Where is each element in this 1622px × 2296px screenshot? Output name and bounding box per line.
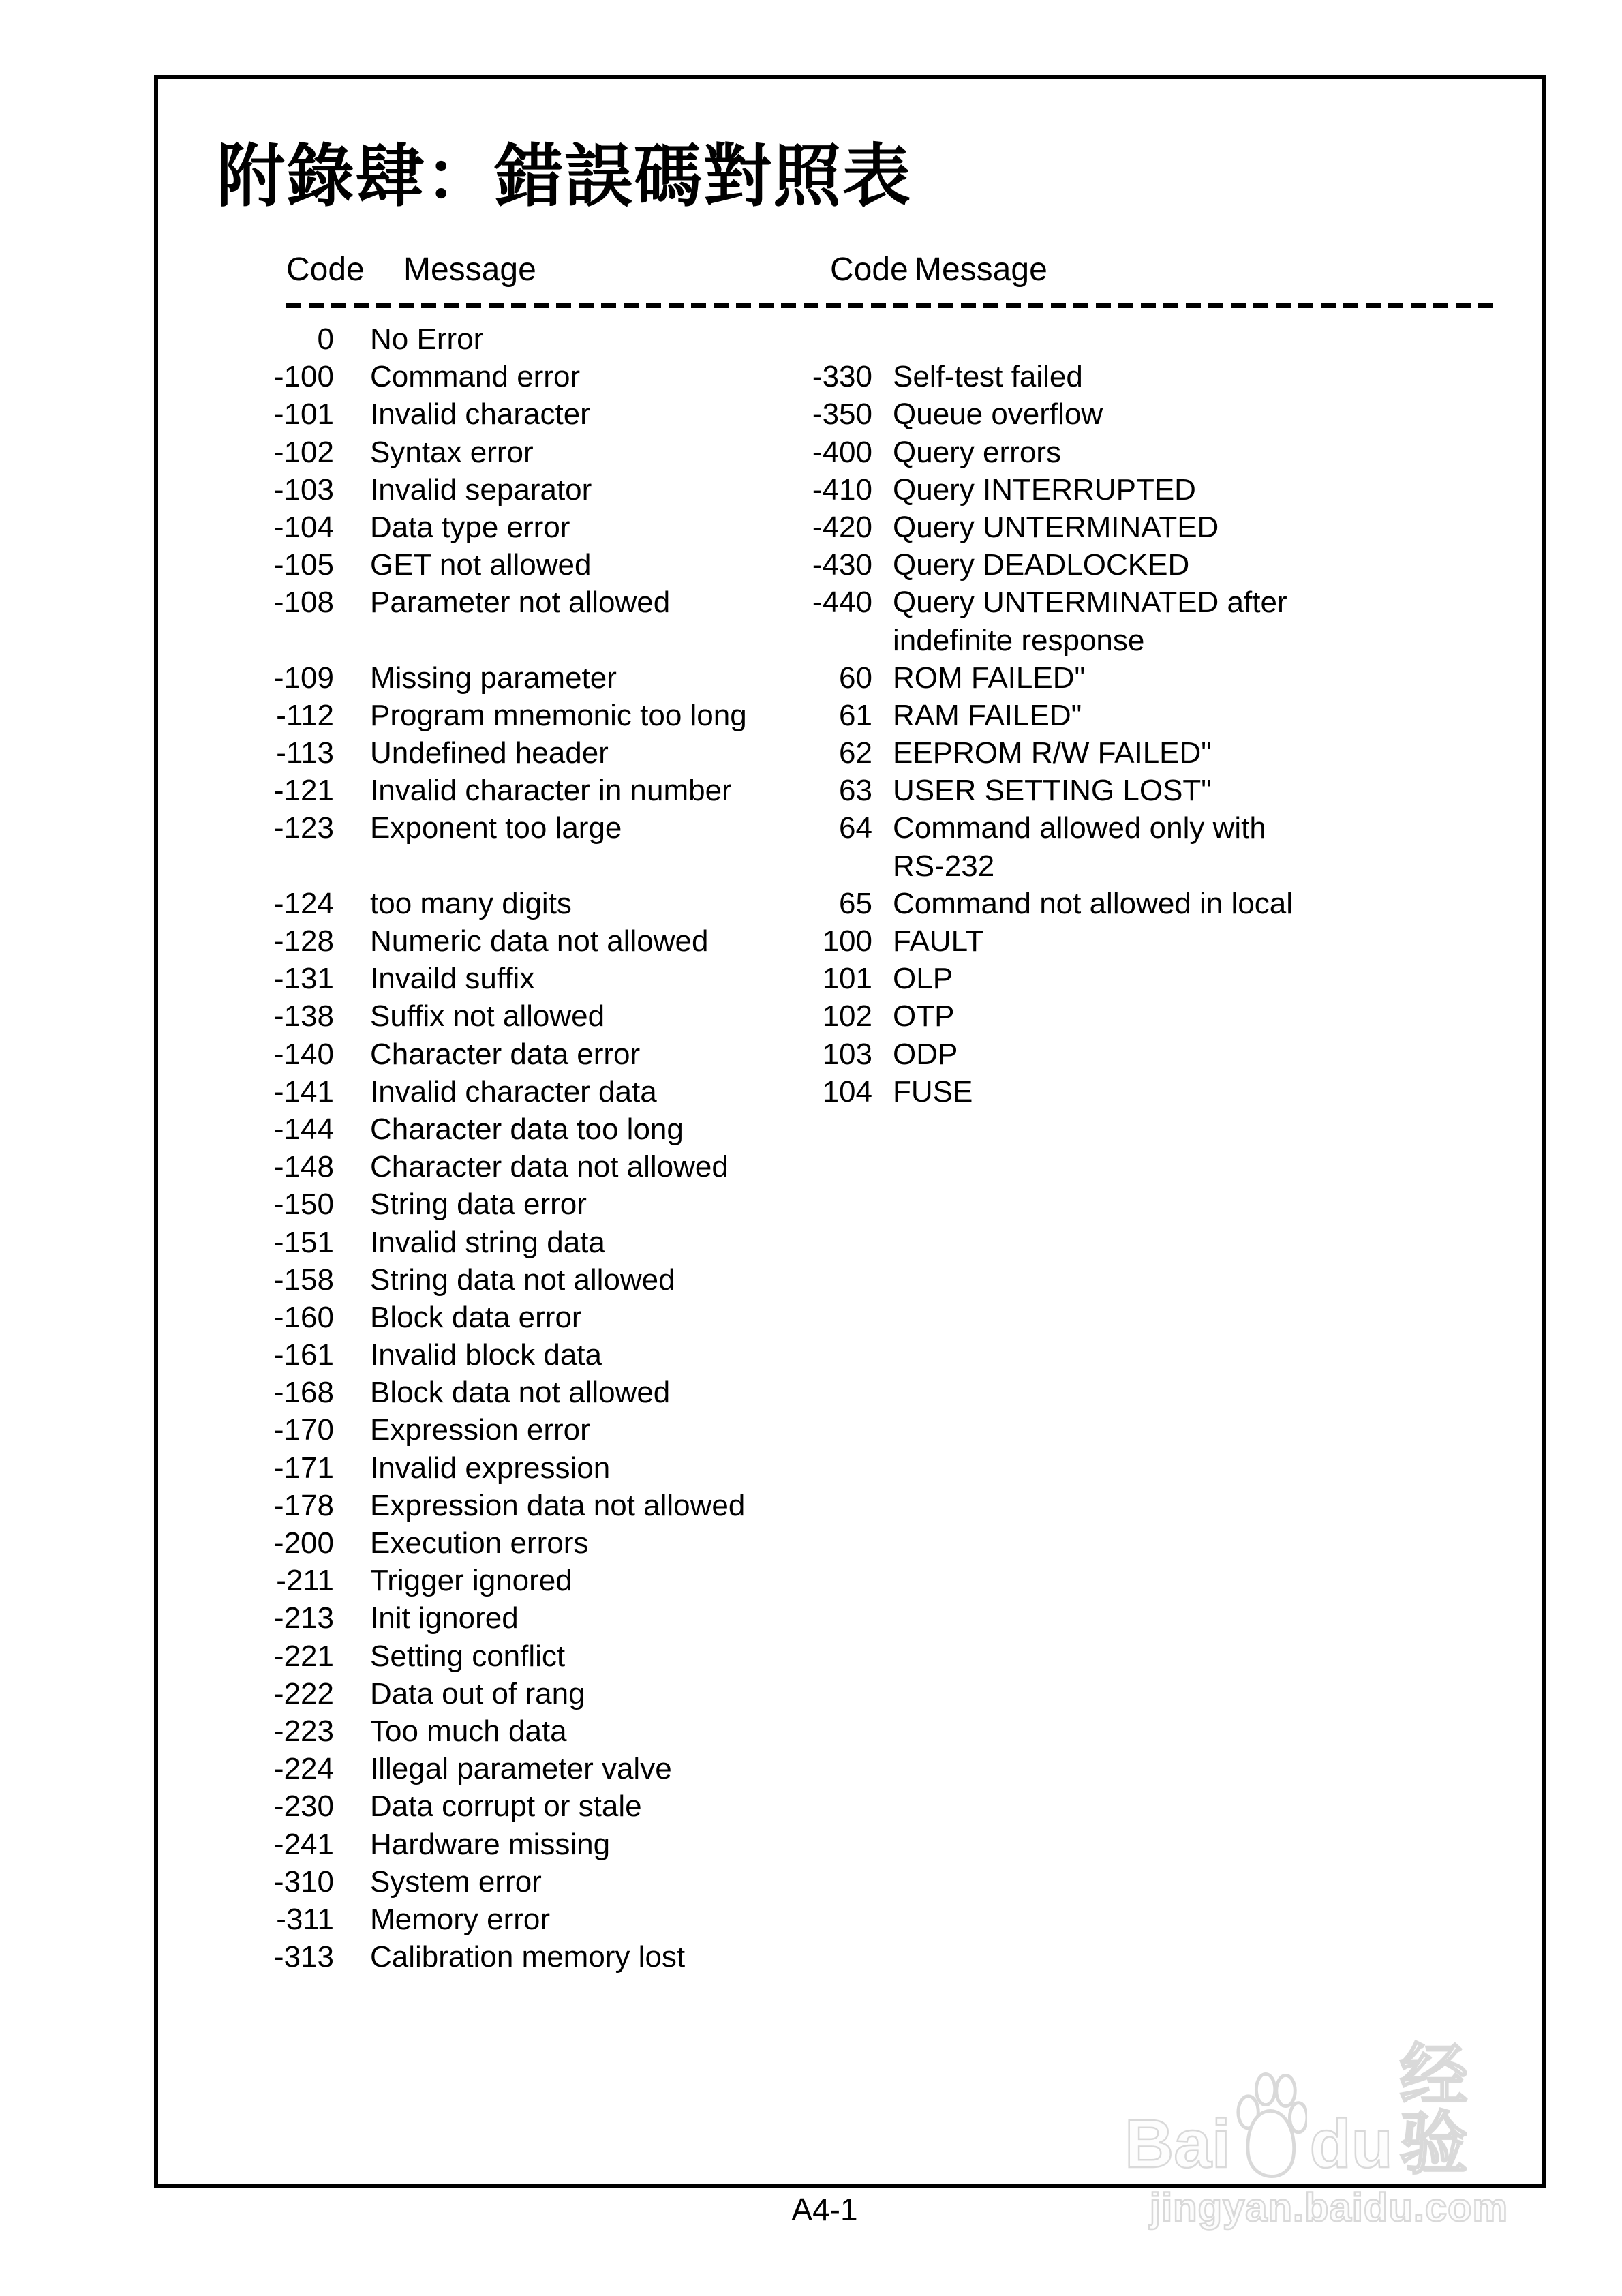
table-row [235, 395, 747, 433]
error-code: -310 [273, 1864, 334, 1899]
error-message: Character data not allowed [370, 1150, 729, 1184]
table-row [235, 1224, 747, 1261]
error-message: Block data error [370, 1300, 582, 1334]
error-message: Too much data [370, 1714, 567, 1748]
table-row [235, 1826, 747, 1863]
error-code: -128 [273, 924, 334, 958]
error-code: -144 [273, 1112, 334, 1146]
error-code: 62 [839, 736, 872, 770]
error-code: -223 [273, 1714, 334, 1748]
error-code: 64 [839, 811, 872, 845]
table-row [235, 1185, 747, 1223]
error-message: No Error [370, 322, 484, 356]
baidu-jingyan-url: jingyan.baidu.com [1149, 2186, 1509, 2230]
error-message: ROM FAILED" [893, 661, 1086, 695]
table-row [235, 584, 747, 621]
table-row [763, 622, 1293, 659]
table-row [235, 922, 747, 960]
error-message: Invalid character [370, 397, 590, 432]
right-column-header-code: Code [830, 252, 908, 288]
dashed-separator-rule [286, 303, 1494, 308]
left-column-header-code: Code [286, 252, 365, 288]
table-row [235, 809, 747, 847]
table-row [235, 1524, 747, 1562]
error-code: -420 [812, 510, 872, 544]
table-row [763, 659, 1293, 697]
baidu-logo-du-text: du [1309, 2106, 1393, 2182]
table-row [235, 659, 747, 697]
baidu-jingyan-cn-text: 经验 [1399, 2038, 1468, 2182]
table-row [235, 434, 747, 471]
error-code: -171 [273, 1451, 334, 1485]
error-message: Data out of rang [370, 1676, 585, 1710]
table-row [763, 1073, 1293, 1111]
error-code: -178 [273, 1488, 334, 1522]
table-row [235, 885, 747, 922]
error-code: -113 [276, 736, 334, 770]
table-row [235, 509, 747, 546]
error-code: -112 [276, 698, 334, 732]
error-code: 102 [822, 999, 872, 1033]
table-row [235, 1750, 747, 1787]
error-code: -109 [273, 661, 334, 695]
error-code: -161 [273, 1338, 334, 1372]
error-code: -241 [273, 1827, 334, 1861]
table-row [235, 1863, 747, 1901]
error-message: Program mnemonic too long [370, 698, 747, 732]
table-row [235, 1938, 747, 1976]
error-code: -330 [812, 360, 872, 394]
error-code: 101 [822, 962, 872, 996]
error-code: -170 [273, 1413, 334, 1447]
error-message: Command allowed only with [893, 811, 1266, 845]
error-message: Command error [370, 360, 581, 394]
error-message: Data type error [370, 510, 570, 544]
table-row [763, 809, 1293, 847]
error-code: -313 [273, 1940, 334, 1974]
error-message: RAM FAILED" [893, 698, 1082, 732]
error-message: Character data too long [370, 1112, 684, 1146]
table-row [235, 622, 747, 659]
table-row [235, 772, 747, 809]
error-message: indefinite response [893, 623, 1145, 657]
error-code: -230 [273, 1789, 334, 1824]
error-message: Invalid separator [370, 472, 592, 507]
error-message: Invaild suffix [370, 962, 535, 996]
table-row [235, 1411, 747, 1449]
table-row [235, 1901, 747, 1938]
error-message: USER SETTING LOST" [893, 774, 1212, 808]
error-code: 61 [839, 698, 872, 732]
error-message: Invalid character in number [370, 774, 732, 808]
table-row [763, 697, 1293, 734]
error-message: Queue overflow [893, 397, 1103, 432]
table-row [763, 358, 1293, 395]
table-row [235, 1675, 747, 1712]
error-code: -200 [273, 1526, 334, 1560]
error-code: -350 [812, 397, 872, 432]
table-row [235, 960, 747, 997]
table-row [763, 734, 1293, 772]
error-message: System error [370, 1864, 542, 1899]
error-message: Undefined header [370, 736, 609, 770]
error-code: 60 [839, 661, 872, 695]
right-column-header-message: Message [915, 252, 1047, 288]
left-column-header-message: Message [403, 252, 536, 288]
error-code: -158 [273, 1263, 334, 1297]
error-code: 103 [822, 1037, 872, 1071]
table-row [763, 395, 1293, 433]
error-code: -221 [273, 1639, 334, 1673]
table-row [763, 885, 1293, 922]
table-row [763, 471, 1293, 509]
error-message: Query UNTERMINATED after [893, 586, 1287, 620]
error-code: -121 [273, 774, 334, 808]
table-row [763, 546, 1293, 584]
error-message: FAULT [893, 924, 984, 958]
error-message: Calibration memory lost [370, 1940, 686, 1974]
error-message: Init ignored [370, 1601, 519, 1635]
table-row [235, 1299, 747, 1336]
error-code: -168 [273, 1376, 334, 1410]
table-row [235, 1637, 747, 1675]
error-message: Invalid block data [370, 1338, 602, 1372]
table-row [235, 546, 747, 584]
error-message: GET not allowed [370, 548, 592, 582]
error-code: -138 [273, 999, 334, 1033]
error-message: String data error [370, 1188, 587, 1222]
error-code: -140 [273, 1037, 334, 1071]
error-message: Self-test failed [893, 360, 1083, 394]
error-message: Trigger ignored [370, 1564, 572, 1598]
error-message: RS-232 [893, 849, 995, 883]
error-message: FUSE [893, 1074, 973, 1108]
error-code: -224 [273, 1752, 334, 1786]
page-number: A4-1 [791, 2192, 858, 2227]
error-message: Invalid string data [370, 1225, 605, 1259]
error-code: -213 [273, 1601, 334, 1635]
table-row [763, 922, 1293, 960]
error-message: Invalid expression [370, 1451, 611, 1485]
error-code: 100 [822, 924, 872, 958]
baidu-logo-bai-text: Bai [1124, 2106, 1231, 2182]
error-message: Invalid character data [370, 1074, 657, 1108]
error-message: Memory error [370, 1902, 551, 1936]
error-message: Exponent too large [370, 811, 622, 845]
error-message: Missing parameter [370, 661, 617, 695]
error-table-left-column [235, 320, 747, 1976]
error-code: 0 [317, 322, 334, 356]
error-message: Expression data not allowed [370, 1488, 746, 1522]
table-row [235, 1487, 747, 1524]
error-code: -105 [273, 548, 334, 582]
error-message: Query errors [893, 435, 1061, 469]
table-row [235, 997, 747, 1035]
error-code: 63 [839, 774, 872, 808]
error-code: -222 [273, 1676, 334, 1710]
error-message: Command not allowed in local [893, 886, 1293, 920]
error-message: Setting conflict [370, 1639, 566, 1673]
error-message: Numeric data not allowed [370, 924, 709, 958]
table-row [235, 1599, 747, 1637]
error-message: Illegal parameter valve [370, 1752, 672, 1786]
error-code: -100 [273, 360, 334, 394]
error-code: -440 [812, 586, 872, 620]
table-row [763, 1036, 1293, 1073]
error-code: -400 [812, 435, 872, 469]
table-row [235, 1787, 747, 1825]
error-code: -124 [273, 886, 334, 920]
table-row [235, 358, 747, 395]
table-row [235, 697, 747, 734]
table-row [235, 320, 747, 358]
error-message: ODP [893, 1037, 958, 1071]
table-row [763, 960, 1293, 997]
table-row [763, 320, 1293, 358]
error-code: -311 [276, 1902, 334, 1936]
error-code: -141 [273, 1074, 334, 1108]
error-table-right-column [763, 320, 1293, 1111]
table-row [763, 847, 1293, 885]
error-message: Hardware missing [370, 1827, 611, 1861]
error-message: Suffix not allowed [370, 999, 605, 1033]
error-code: -108 [273, 586, 334, 620]
error-code: -101 [273, 397, 334, 432]
error-code: -151 [273, 1225, 334, 1259]
table-row [235, 1374, 747, 1411]
error-message: Query INTERRUPTED [893, 472, 1196, 507]
table-row [235, 734, 747, 772]
table-row [235, 1449, 747, 1487]
error-message: Syntax error [370, 435, 534, 469]
error-message: Query DEADLOCKED [893, 548, 1190, 582]
error-code: -131 [273, 962, 334, 996]
error-message: EEPROM R/W FAILED" [893, 736, 1212, 770]
table-row [763, 997, 1293, 1035]
error-message: OTP [893, 999, 955, 1033]
page-title: 附錄肆：錯誤碼對照表 [217, 139, 912, 215]
table-row [235, 1148, 747, 1185]
table-row [763, 509, 1293, 546]
error-code: -102 [273, 435, 334, 469]
error-code: -148 [273, 1150, 334, 1184]
error-code: -123 [273, 811, 334, 845]
table-row [235, 471, 747, 509]
table-row [763, 434, 1293, 471]
error-message: Expression error [370, 1413, 590, 1447]
table-row [235, 1261, 747, 1299]
error-code: -150 [273, 1188, 334, 1222]
error-message: Query UNTERMINATED [893, 510, 1219, 544]
error-code: -410 [812, 472, 872, 507]
error-code: -104 [273, 510, 334, 544]
error-code: -160 [273, 1300, 334, 1334]
table-row [235, 1562, 747, 1599]
table-row [235, 1036, 747, 1073]
table-row [235, 1336, 747, 1374]
table-row [235, 847, 747, 885]
table-row [235, 1111, 747, 1148]
error-code: -430 [812, 548, 872, 582]
table-row [763, 772, 1293, 809]
error-message: String data not allowed [370, 1263, 675, 1297]
table-row [235, 1073, 747, 1111]
error-message: too many digits [370, 886, 572, 920]
error-message: Parameter not allowed [370, 586, 671, 620]
error-message: Character data error [370, 1037, 641, 1071]
error-message: Execution errors [370, 1526, 589, 1560]
error-code: 65 [839, 886, 872, 920]
error-message: Block data not allowed [370, 1376, 671, 1410]
error-code: 104 [822, 1074, 872, 1108]
table-row [235, 1712, 747, 1750]
table-row [763, 584, 1293, 621]
error-code: -103 [273, 472, 334, 507]
error-message: OLP [893, 962, 953, 996]
error-code: -211 [276, 1564, 334, 1598]
error-message: Data corrupt or stale [370, 1789, 642, 1824]
